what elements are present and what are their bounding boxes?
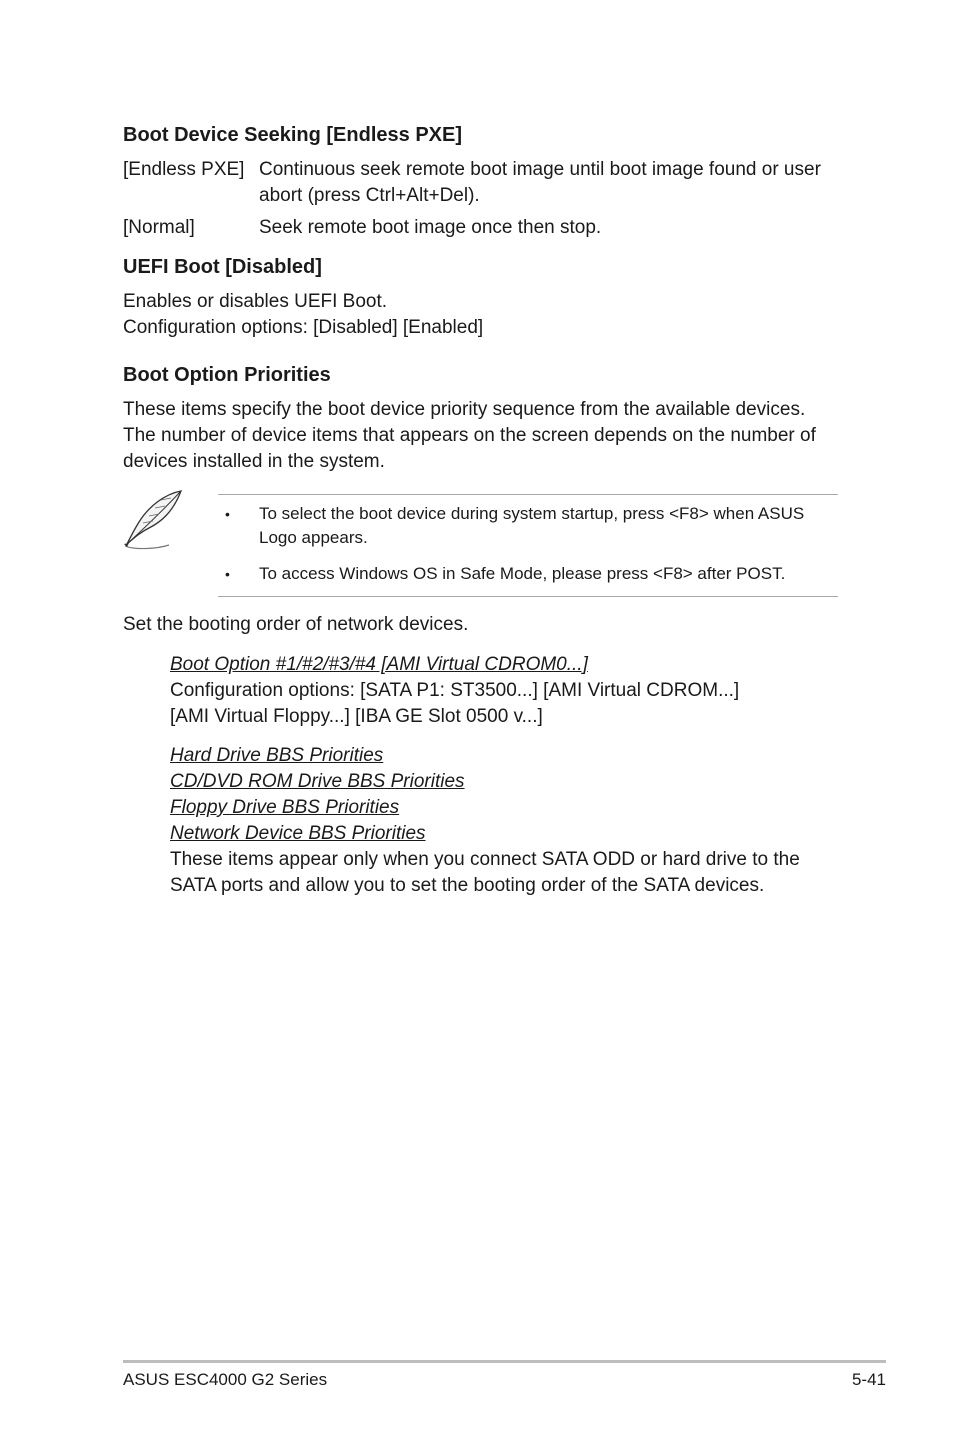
footer-divider [123,1360,886,1363]
bullet-icon: • [225,506,230,522]
priorities-para-line3: devices installed in the system. [123,451,385,472]
boot-option-config-line2: [AMI Virtual Floppy...] [IBA GE Slot 0500 v...] [170,706,543,727]
bullet-icon: • [225,566,230,582]
feather-pen-icon [121,488,187,550]
uefi-boot-line1: Enables or disables UEFI Boot. [123,291,388,312]
footer-page-number: 5-41 [851,1370,886,1389]
note-item-2-line1: To access Windows OS in Safe Mode, please press <F8> after POST. [259,564,786,583]
hard-drive-bbs-link[interactable]: Hard Drive BBS Priorities [170,745,384,766]
note-item [225,502,829,550]
option-endless-pxe-desc-line1: Continuous seek remote boot image until boot image found or user [259,159,821,180]
boot-option-config-line1: Configuration options: [SATA P1: ST3500...] [AMI Virtual CDROM...] [170,680,740,701]
network-order-text: Set the booting order of network devices. [123,614,469,635]
floppy-drive-bbs-link[interactable]: Floppy Drive BBS Priorities [170,797,400,818]
option-endless-pxe-term: [Endless PXE] [123,159,245,180]
option-normal-desc: Seek remote boot image once then stop. [259,217,602,238]
uefi-boot-heading: UEFI Boot [Disabled] [123,256,322,278]
note-item-1-line2: Logo appears. [259,528,368,547]
bbs-desc-line1: These items appear only when you connect SATA ODD or hard drive to the [170,849,800,870]
network-device-bbs-link[interactable]: Network Device BBS Priorities [170,823,426,844]
boot-option-priorities-heading: Boot Option Priorities [123,364,331,386]
note-box [218,494,838,597]
boot-option-link[interactable]: Boot Option #1/#2/#3/#4 [AMI Virtual CDROM0...] [170,654,588,675]
priorities-para-line2: The number of device items that appears on the screen depends on the number of [123,425,816,446]
option-normal-term: [Normal] [123,217,195,238]
cd-dvd-rom-bbs-link[interactable]: CD/DVD ROM Drive BBS Priorities [170,771,465,792]
option-endless-pxe-desc-line2: abort (press Ctrl+Alt+Del). [259,185,480,206]
uefi-boot-line2: Configuration options: [Disabled] [Enabled] [123,317,484,338]
priorities-para-line1: These items specify the boot device priority sequence from the available devices. [123,399,806,420]
bbs-desc-line2: SATA ports and allow you to set the booting order of the SATA devices. [170,875,765,896]
boot-device-seeking-heading: Boot Device Seeking [Endless PXE] [123,124,462,146]
note-item-1-line1: To select the boot device during system startup, press <F8> when ASUS [259,504,805,523]
footer-product-name: ASUS ESC4000 G2 Series [123,1370,328,1389]
note-item [225,562,829,586]
